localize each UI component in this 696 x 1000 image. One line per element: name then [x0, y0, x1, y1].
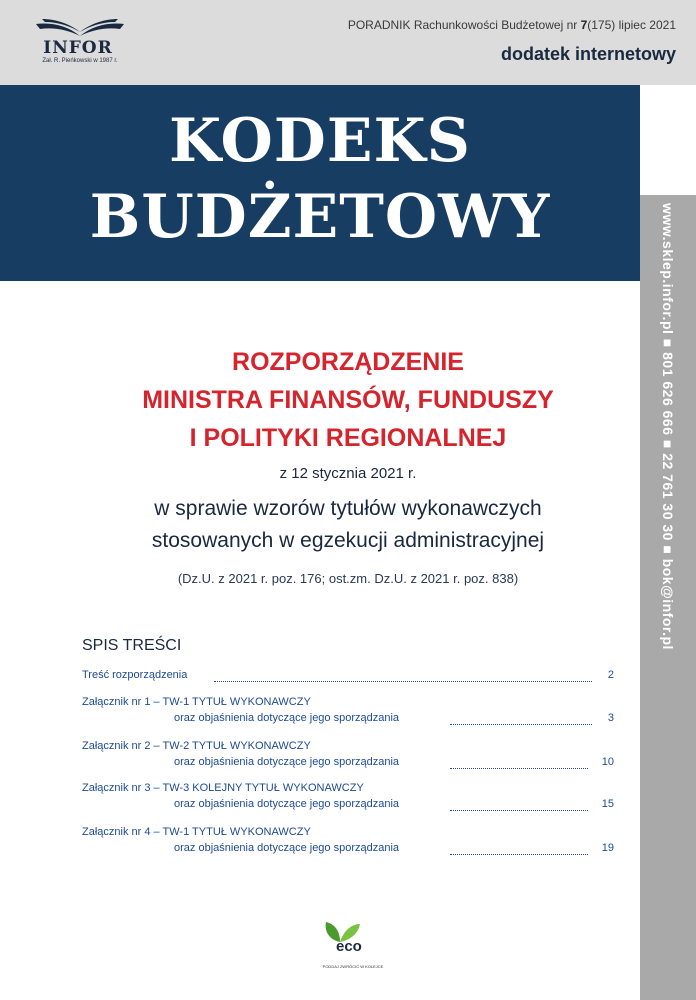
toc-entry-sublabel: oraz objaśnienia dotyczące jego sporządzania [174, 756, 400, 768]
toc-entry[interactable] [82, 826, 614, 842]
publication-name: PORADNIK Rachunkowości Budżetowej nr [347, 18, 581, 32]
toc-entry-label: Treść rozporządzenia [82, 669, 188, 681]
toc-leader-dots [214, 679, 592, 682]
logo-subtitle: Zał. R. Pieńkowski w 1987 r. [42, 58, 118, 64]
toc-entry-continuation[interactable] [82, 712, 614, 728]
toc-leader-dots [450, 766, 588, 769]
regulation-title-line2: MINISTRA FINANSÓW, FUNDUSZY [142, 386, 554, 414]
eco-label: eco [336, 938, 362, 955]
toc-page-number: 15 [601, 798, 614, 810]
toc-entry-sublabel: oraz objaśnienia dotyczące jego sporządzania [174, 842, 400, 854]
toc-page-number: 3 [607, 712, 614, 724]
toc-entry-continuation[interactable] [82, 756, 614, 772]
contact-sidebar [640, 195, 696, 1000]
toc-page-number: 19 [601, 842, 614, 854]
toc-entry-continuation[interactable] [82, 842, 614, 858]
toc-leader-dots [450, 722, 592, 725]
toc-entry-continuation[interactable] [82, 798, 614, 814]
toc-page-number: 10 [601, 756, 614, 768]
eco-caption: PODDAJ ZWRÓCIĆ W KOLEJCE [322, 964, 384, 969]
issue-number: 7 [580, 18, 588, 32]
toc-entry-label: Załącznik nr 1 – TW-1 TYTUŁ WYKONAWCZY [82, 696, 311, 708]
header-bar [0, 0, 696, 85]
regulation-title-line1: ROZPORZĄDZENIE [232, 348, 464, 376]
toc-leader-dots [450, 808, 588, 811]
toc-entry-label: Załącznik nr 4 – TW-1 TYTUŁ WYKONAWCZY [82, 826, 311, 838]
supplement-label: dodatek internetowy [500, 44, 676, 64]
toc-entry[interactable] [82, 782, 614, 798]
book-wings-icon [34, 16, 126, 38]
regulation-subject-line1: w sprawie wzorów tytułów wykonawczych [154, 497, 542, 520]
regulation-subject-line2: stosowanych w egzekucji administracyjnej [151, 529, 545, 552]
toc-entry[interactable] [82, 696, 614, 712]
eco-logo [318, 918, 388, 976]
toc-entry-label: Załącznik nr 3 – TW-3 KOLEJNY TYTUŁ WYKONAWCZY [82, 782, 364, 794]
banner-title-line1: KODEKS [168, 106, 472, 176]
logo-wordmark: INFOR [43, 38, 113, 58]
toc-page-number: 2 [607, 669, 614, 681]
publication-info [348, 18, 676, 32]
issue-details: (175) lipiec 2021 [587, 18, 676, 32]
toc-entry-label: Załącznik nr 2 – TW-2 TYTUŁ WYKONAWCZY [82, 740, 311, 752]
journal-reference: (Dz.U. z 2021 r. poz. 176; ost.zm. Dz.U. z 2021 r. poz. 838) [177, 571, 519, 586]
toc-heading: SPIS TREŚCI [82, 637, 182, 654]
infor-logo[interactable] [30, 16, 130, 72]
regulation-date: z 12 stycznia 2021 r. [279, 465, 417, 482]
banner-title-line2: BUDŻETOWY [89, 182, 551, 252]
toc-leader-dots [450, 852, 588, 855]
toc-entry-sublabel: oraz objaśnienia dotyczące jego sporządzania [174, 798, 400, 810]
regulation-title-line3: I POLITYKI REGIONALNEJ [189, 424, 507, 452]
toc-entry-sublabel: oraz objaśnienia dotyczące jego sporządzania [174, 712, 400, 724]
toc-entry[interactable] [82, 740, 614, 756]
contact-info[interactable]: www.sklep.infor.pl ■ 801 626 666 ■ 22 761 30 30 ■ bok@infor.pl [660, 203, 676, 650]
title-banner [0, 85, 640, 281]
toc-entry[interactable] [82, 669, 614, 685]
